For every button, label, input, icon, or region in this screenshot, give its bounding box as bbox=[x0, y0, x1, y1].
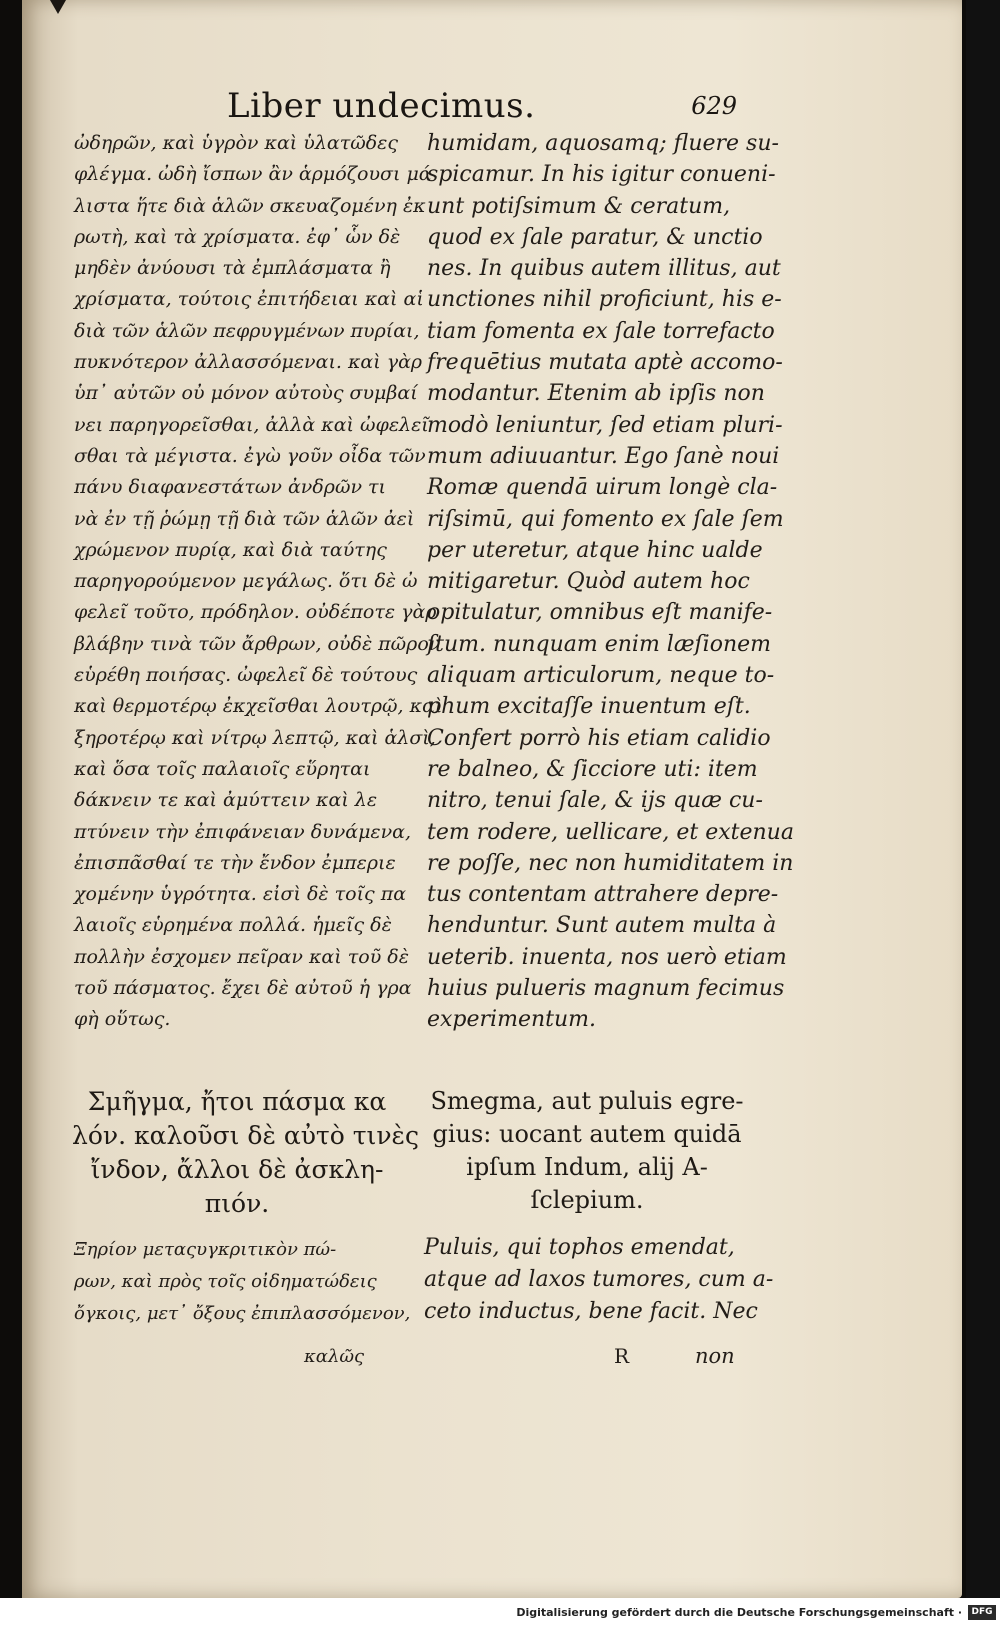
greek-text-line: φλέγμα. ὠδὴ ἴσπων ἂν ἁρμόζουσι μά bbox=[74, 163, 432, 186]
latin-text-line: riſsimū, qui fomento ex ſale ſem bbox=[427, 506, 784, 532]
greek-heading-line: Σμῆγμα, ἤτοι πάσμα κα bbox=[87, 1087, 387, 1116]
greek-text-column bbox=[74, 128, 443, 1036]
greek-text-line: παρηγορούμενον μεγάλως. ὅτι δὲ ὠ bbox=[74, 570, 418, 593]
greek-text-line: μηδὲν ἀνύουσι τὰ ἐμπλάσματα ἢ bbox=[74, 257, 391, 280]
greek-text-line: φὴ οὕτως. bbox=[74, 1008, 171, 1031]
latin-text-line: huius pulueris magnum fecimus bbox=[427, 976, 785, 1002]
greek-text-line: ρωτὴ, καὶ τὰ χρίσματα. ἐφ᾽ ὧν δὲ bbox=[74, 225, 401, 248]
latin-text-line: frequētius mutata aptè accomo- bbox=[427, 350, 783, 376]
book-page bbox=[22, 0, 962, 1598]
footer-credit-text: Digitalisierung gefördert durch die Deutsche Forschungsgemeinschaft · bbox=[516, 1606, 962, 1619]
latin-recipe-line: Puluis, qui tophos emendat, bbox=[424, 1235, 735, 1260]
latin-text-line: henduntur. Sunt autem multa à bbox=[427, 913, 777, 939]
greek-text-line: τοῦ πάσματος. ἔχει δὲ αὐτοῦ ἡ γρα bbox=[74, 977, 412, 1000]
greek-text-line: πάνυ διαφανεστάτων ἀνδρῶν τι bbox=[74, 476, 386, 499]
greek-text-line: σθαι τὰ μέγιστα. ἐγὼ γοῦν οἶδα τῶν bbox=[74, 444, 426, 467]
latin-text-line: opitulatur, omnibus eſt manife- bbox=[427, 600, 773, 626]
greek-text-line: λαιοῖς εὑρημένα πολλά. ἡμεῖς δὲ bbox=[74, 914, 392, 937]
latin-text-line: tus contentam attrahere depre- bbox=[427, 882, 779, 908]
latin-text-line: per uteretur, atque hinc ualde bbox=[427, 537, 763, 563]
greek-text-line: διὰ τῶν ἁλῶν πεφρυγμένων πυρίαι, bbox=[74, 319, 420, 342]
latin-text-line: re balneo, & ſicciore uti: item bbox=[427, 756, 758, 782]
greek-text-line: νὰ ἐν τῇ ῥώμῃ τῇ διὰ τῶν ἁλῶν ἀεὶ bbox=[74, 507, 415, 530]
greek-text-line: χρίσματα, τούτοις ἐπιτήδειαι καὶ αἱ bbox=[74, 288, 424, 311]
latin-heading-line: Smegma, aut puluis egre- bbox=[430, 1087, 744, 1115]
latin-text-line: re poſſe, nec non humiditatem in bbox=[427, 850, 794, 876]
greek-recipe-line: ὄγκοις, μετ᾽ ὄξους ἐπιπλασσόμενον, bbox=[74, 1303, 411, 1324]
greek-text-line: εὑρέθη ποιήσας. ὠφελεῖ δὲ τούτους bbox=[74, 664, 418, 687]
greek-text-line: πυκνότερον ἀλλασσόμεναι. καὶ γὰρ bbox=[74, 351, 423, 374]
greek-heading-line: λόν. καλοῦσι δὲ αὐτὸ τινὲς bbox=[72, 1121, 419, 1150]
signature-mark: R bbox=[614, 1344, 630, 1368]
latin-text-column bbox=[427, 128, 794, 1036]
latin-text-line: modò leniuntur, ſed etiam pluri- bbox=[427, 412, 783, 438]
latin-text-line: modantur. Etenim ab ipſis non bbox=[427, 381, 765, 407]
latin-text-line: mum adiuuantur. Ego ſanè noui bbox=[427, 443, 780, 469]
latin-text-line: ſtum. nunquam enim læſionem bbox=[427, 631, 771, 657]
greek-text-line: φελεῖ τοῦτο, πρόδηλον. οὐδέποτε γὰρ bbox=[74, 601, 437, 624]
greek-recipe-line: Ξηρίον μεταςυγκριτικὸν πώ- bbox=[74, 1239, 337, 1260]
greek-heading-line: ἴνδον, ἄλλοι δὲ ἀσκλη- bbox=[90, 1155, 384, 1184]
latin-text-line: tem rodere, uellicare, et extenua bbox=[427, 819, 794, 845]
latin-heading-line: ipſum Indum, alij A- bbox=[466, 1153, 708, 1181]
dfg-logo: DFG bbox=[968, 1605, 996, 1620]
greek-text-line: ὠδηρῶν, καὶ ὑγρὸν καὶ ὑλατῶδες bbox=[74, 132, 398, 154]
greek-catchword: καλῶς bbox=[304, 1346, 365, 1367]
latin-catchword: non bbox=[695, 1344, 735, 1368]
latin-text-line: Confert porrò his etiam calidio bbox=[427, 725, 771, 751]
running-title: Liber undecimus. bbox=[227, 86, 536, 126]
latin-text-line: Romæ quendā uirum longè cla- bbox=[427, 475, 778, 501]
greek-recipe-text bbox=[74, 1234, 411, 1330]
latin-text-line: ueterib. inuenta, nos uerò etiam bbox=[427, 944, 787, 970]
greek-text-line: δάκνειν τε καὶ ἀμύττειν καὶ λε bbox=[74, 789, 378, 812]
greek-text-line: χομένην ὑγρότητα. εἰσὶ δὲ τοῖς πα bbox=[74, 883, 407, 906]
greek-text-line: ἐπισπᾶσθαί τε τὴν ἔνδον ἐμπεριε bbox=[74, 851, 396, 874]
greek-text-line: καὶ ὅσα τοῖς παλαιοῖς εὕρηται bbox=[74, 757, 371, 780]
latin-recipe-line: ceto inductus, bene facit. Nec bbox=[424, 1299, 758, 1324]
page-edge-shadow bbox=[966, 0, 1000, 1598]
greek-text-line: νει παρηγορεῖσθαι, ἀλλὰ καὶ ὠφελεῖ bbox=[74, 413, 429, 436]
latin-text-line: tiam fomenta ex ſale torrefacto bbox=[427, 318, 775, 344]
latin-text-line: phum excitaſſe inuentum eſt. bbox=[427, 694, 751, 720]
greek-text-line: λιστα ἥτε διὰ ἁλῶν σκευαζομένη ἐκ bbox=[74, 194, 426, 217]
greek-text-line: ὑπ᾽ αὐτῶν οὐ μόνον αὐτοὺς συμβαί bbox=[74, 382, 418, 405]
greek-text-line: ξηροτέρῳ καὶ νίτρῳ λεπτῷ, καὶ ἁλσὶ, bbox=[74, 726, 436, 749]
running-head bbox=[227, 86, 737, 134]
latin-text-line: nitro, tenui ſale, & ijs quæ cu- bbox=[427, 788, 763, 814]
latin-recipe-text bbox=[424, 1232, 774, 1328]
latin-text-line: unctiones nihil proficiunt, his e- bbox=[427, 287, 782, 313]
page-corner-mark bbox=[50, 0, 66, 14]
latin-text-line: nes. In quibus autem illitus, aut bbox=[427, 256, 781, 282]
latin-text-line: unt potiſsimum & ceratum, bbox=[427, 193, 731, 219]
latin-recipe-line: atque ad laxos tumores, cum a- bbox=[424, 1267, 774, 1292]
page-number: 629 bbox=[691, 92, 737, 120]
latin-text-line: quod ex ſale paratur, & unctio bbox=[427, 224, 763, 250]
latin-text-line: aliquam articulorum, neque to- bbox=[427, 663, 775, 689]
greek-section-heading bbox=[72, 1085, 419, 1221]
latin-heading-line: gius: uocant autem quidā bbox=[432, 1120, 742, 1148]
latin-heading-line: ſclepium. bbox=[530, 1186, 644, 1214]
latin-text-line: mitigaretur. Quòd autem hoc bbox=[427, 569, 750, 595]
greek-text-line: βλάβην τινὰ τῶν ἄρθρων, οὐδὲ πῶρον bbox=[74, 632, 441, 655]
latin-section-heading bbox=[422, 1085, 752, 1217]
latin-text-line: humidam, aquosamq; fluere su- bbox=[427, 131, 779, 156]
greek-text-line: πολλὴν ἐσχομεν πεῖραν καὶ τοῦ δὲ bbox=[74, 945, 409, 968]
greek-text-line: πτύνειν τὴν ἐπιφάνειαν δυνάμενα, bbox=[74, 820, 412, 843]
greek-text-line: χρώμενον πυρίᾳ, καὶ διὰ ταύτης bbox=[74, 538, 387, 561]
digitization-footer bbox=[0, 1598, 1000, 1628]
latin-text-line: experimentum. bbox=[427, 1007, 596, 1033]
greek-heading-line: πιόν. bbox=[204, 1189, 270, 1218]
greek-recipe-line: ρων, καὶ πρὸς τοῖς οἰδηματώδεις bbox=[74, 1271, 377, 1292]
greek-text-line: καὶ θερμοτέρῳ ἐκχεῖσθαι λουτρῷ, καὶ bbox=[74, 695, 443, 718]
latin-text-line: spicamur. In his igitur conueni- bbox=[427, 162, 776, 188]
